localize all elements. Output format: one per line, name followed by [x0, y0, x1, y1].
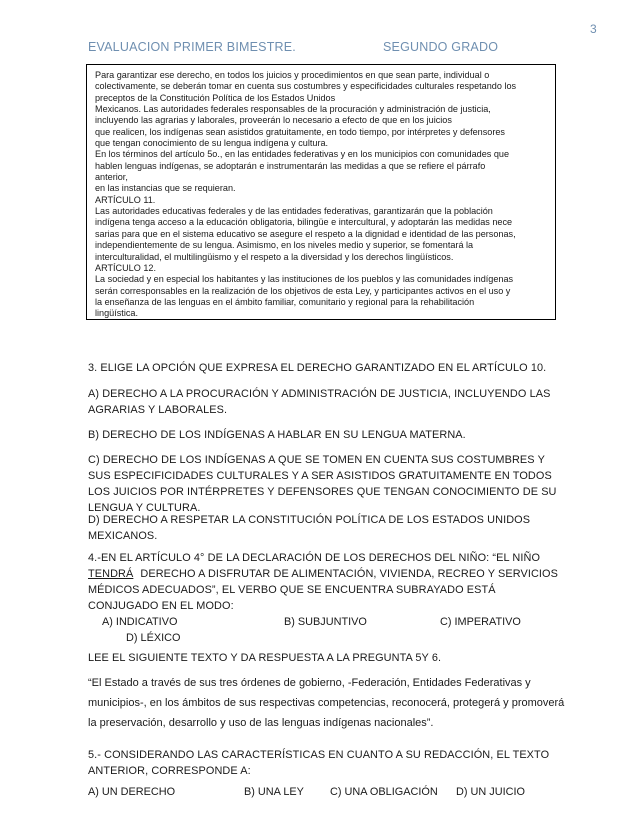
question-5-option-a[interactable]: A) UN DERECHO [88, 786, 176, 798]
passage-line: lingüística. [95, 308, 138, 319]
question-3-option-c-cont: LENGUA Y CULTURA. [88, 502, 201, 514]
passage-line: colectivamente, se deberán tomar en cuenta sus costumbres y especificidades culturales respetando los [95, 81, 517, 92]
question-3-option-d[interactable]: D) DERECHO A RESPETAR LA CONSTITUCIÓN POLÍTICA DE LOS ESTADOS UNIDOS MEXICANOS. [88, 514, 531, 542]
passage-line: Mexicanos. Las autoridades federales responsables de la procuración y administración de justicia, [95, 104, 491, 115]
passage-line: independientemente de su lengua. Asimismo, en los niveles medio y superior, se fomentará la [95, 240, 474, 251]
question-3-option-c[interactable]: C) DERECHO DE LOS INDÍGENAS A QUE SE TOMEN EN CUENTA SUS COSTUMBRES Y SUS ESPECIFICIDADES CULTURALES Y A SER ASISTIDOS GRATUITAMENTE EN TODOS LOS JUICIOS POR INTÉRPRETES Y DEFENSORES QUE TENGAN CONOCIMIENTO DE SU [88, 454, 557, 498]
passage-line: ARTÍCULO 11. [95, 194, 156, 205]
passage-line: sarias para que en el sistema educativo se asegure el respeto a la dignidad e identidad de las personas, [95, 228, 516, 239]
question-4-option-c[interactable]: C) IMPERATIVO [440, 616, 521, 628]
question-5-stem: 5.- CONSIDERANDO LAS CARACTERÍSTICAS EN CUANTO A SU REDACCIÓN, EL TEXTO [88, 749, 550, 761]
passage-line: La sociedad y en especial los habitantes y las instituciones de los pueblos y las comunidades indígenas [95, 274, 514, 285]
question-5-option-d[interactable]: D) UN JUICIO [456, 786, 525, 798]
page-number: 3 [590, 22, 597, 36]
passage-line: hablen lenguas indígenas, se adoptarán e instrumentarán las medidas a que se refiere el párrafo [95, 160, 486, 171]
passage-line: la enseñanza de las lenguas en el ámbito familiar, comunitario y regional para la rehabilitación [95, 296, 475, 307]
passage-line: que realicen, los indígenas sean asistidos gratuitamente, en todo tiempo, por intérpretes y defensores [95, 126, 505, 137]
question-3-option-a-cont: AGRARIAS Y LABORALES. [88, 404, 228, 416]
header-grade: SEGUNDO GRADO [383, 40, 499, 54]
passage-line: en las instancias que se requieran. [95, 183, 236, 194]
reading-instruction: LEE EL SIGUIENTE TEXTO Y DA RESPUESTA A LA PREGUNTA 5Y 6. [88, 652, 442, 664]
question-5-stem-end: ANTERIOR, CORRESPONDE A: [88, 765, 251, 777]
question-4-option-b[interactable]: B) SUBJUNTIVO [284, 616, 367, 628]
law-passage-box [86, 64, 556, 320]
question-4-option-a[interactable]: A) INDICATIVO [102, 616, 178, 628]
passage-line: Para garantizar ese derecho, en todos los juicios y procedimientos en que sean parte, individual o [95, 70, 490, 80]
passage-line: Las autoridades educativas federales y de las entidades federativas, garantizarán que la población [95, 206, 493, 217]
question-3-stem: 3. ELIGE LA OPCIÓN QUE EXPRESA EL DERECHO GARANTIZADO EN EL ARTÍCULO 10. [88, 362, 547, 374]
passage-line: preceptos de la Constitución Política de los Estados Unidos [95, 92, 336, 103]
question-4-stem: 4.-EN EL ARTÍCULO 4° DE LA DECLARACIÓN DE LOS DERECHOS DEL NIÑO: “EL NIÑO TENDRÁ DERECHO A DISFRUTAR DE ALIMENTACIÓN, VIVIENDA, RECREO Y SERVICIOS MÉDICOS ADECUADOS”, EL VERBO QUE SE ENCUENTRA SUBRAYADO ESTÁ [88, 552, 558, 596]
question-3-option-a[interactable]: A) DERECHO A LA PROCURACIÓN Y ADMINISTRACIÓN DE JUSTICIA, INCLUYENDO LAS [88, 388, 551, 400]
passage-line: ARTÍCULO 12. [95, 262, 156, 273]
question-5-option-c[interactable]: C) UNA OBLIGACIÓN [330, 786, 438, 798]
quoted-text: “El Estado a través de sus tres órdenes de gobierno, -Federación, Entidades Federativas y municipios-, en los ámbitos de sus respectivas competencias, reconocerá, protegerá y promoverá [88, 677, 565, 709]
question-4-stem-end: CONJUGADO EN EL MODO: [88, 600, 234, 612]
passage-line: En los términos del artículo 5o., en las entidades federativas y en los municipios con comunidades que [95, 149, 510, 160]
passage-line: que tengan conocimiento de su lengua indígena y cultura. [95, 138, 329, 149]
passage-line: interculturalidad, el multilingüismo y el respeto a la diversidad y los derechos lingüísticos. [95, 251, 454, 262]
passage-line: incluyendo las agrarias y laborales, proveerán lo necesario a efecto de que en los juicios [95, 115, 452, 126]
question-3-option-b[interactable]: B) DERECHO DE LOS INDÍGENAS A HABLAR EN SU LENGUA MATERNA. [88, 429, 466, 441]
header-exam-title: EVALUACION PRIMER BIMESTRE. [88, 40, 296, 54]
passage-line: anterior, [95, 172, 128, 183]
passage-line: indígena tenga acceso a la educación obligatoria, bilingüe e intercultural, y adoptarán las medidas nece [95, 217, 513, 228]
underlined-verb: TENDRÁ [88, 568, 134, 580]
question-4-option-d[interactable]: D) LÉXICO [126, 632, 181, 644]
question-5-option-b[interactable]: B) UNA LEY [244, 786, 304, 798]
quoted-text-end: la preservación, desarrollo y uso de las lenguas indígenas nacionales”. [88, 717, 434, 729]
passage-line: serán corresponsables en la realización de los objetivos de esta Ley, y participantes activos en el uso y [95, 285, 511, 296]
